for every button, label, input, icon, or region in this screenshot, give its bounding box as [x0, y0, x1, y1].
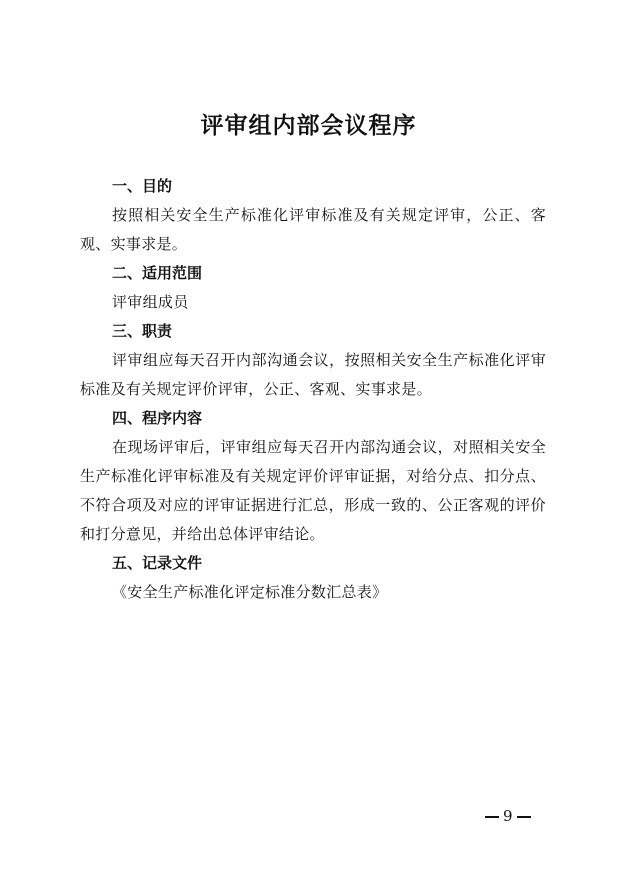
section-body-procedure: 在现场评审后，评审组应每天召开内部沟通会议，对照相关安全生产标准化评审标准及有关规定评价评审证据，对给分点、扣分点、不符合项及对应的评审证据进行汇总，形成一致的、公正客观的评价和打分意见，并给出总体评审结论。 — [80, 438, 546, 543]
section-body-records: 《安全生产标准化评定标准分数汇总表》 — [112, 583, 388, 601]
section-body-scope: 评审组成员 — [112, 293, 189, 311]
section-body-purpose: 按照相关安全生产标准化评审标准及有关规定评审，公正、客观、实事求是。 — [80, 206, 546, 253]
section-heading-purpose: 一、目的 — [112, 177, 173, 195]
section-heading-records: 五、记录文件 — [112, 554, 203, 572]
section-heading-scope: 二、适用范围 — [112, 264, 203, 282]
section-heading-responsibilities: 三、职责 — [112, 322, 173, 340]
page-number — [481, 806, 535, 826]
page-number-value: 9 — [503, 807, 513, 825]
section-heading-procedure: 四、程序内容 — [112, 409, 203, 427]
document-body — [80, 172, 546, 607]
page-number-right-dash — [517, 816, 531, 818]
page-number-left-dash — [485, 816, 499, 818]
page-title: 评审组内部会议程序 — [200, 113, 417, 139]
section-body-responsibilities: 评审组应每天召开内部沟通会议，按照相关安全生产标准化评审标准及有关规定评价评审，公正、客观、实事求是。 — [80, 351, 546, 398]
